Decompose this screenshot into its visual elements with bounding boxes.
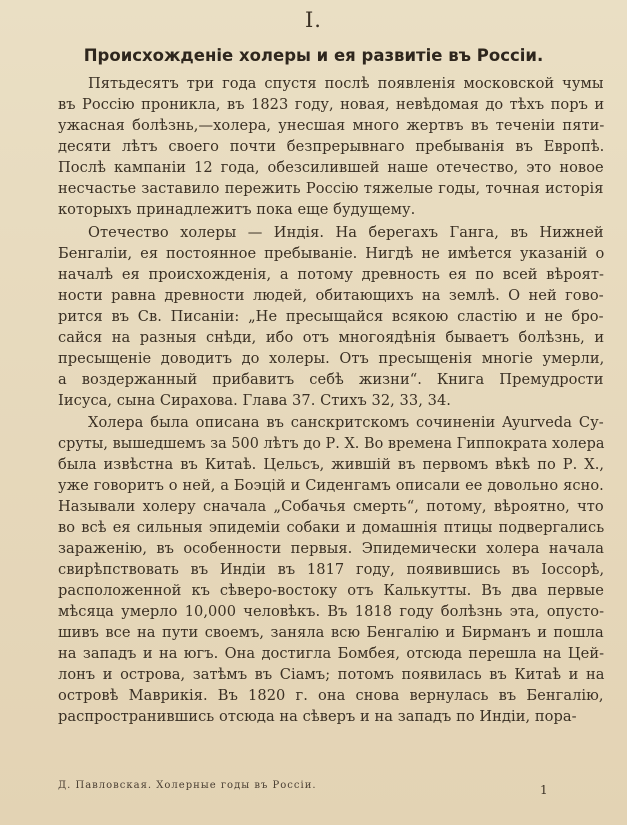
text-line: расположенной къ сѣверо-востоку отъ Калькутты. Въ два первые [58, 582, 604, 599]
text-line: ужасная болѣзнь,—холера, унесшая много жертвъ въ теченіи пяти- [58, 117, 605, 134]
text-line: зараженію, въ особенности первыя. Эпидемически холера начала [58, 540, 604, 557]
text-line: несчастье заставило пережить Россію тяжелые годы, точная исторія [58, 180, 604, 197]
text-line: мѣсяца умерло 10,000 человѣкъ. Въ 1818 году болѣзнь эта, опусто- [58, 603, 605, 620]
text-line: Іисуса, сына Сирахова. Глава 37. Стихъ 32, 33, 34. [58, 392, 451, 409]
text-line: уже говоритъ о ней, а Боэцій и Сиденгамъ описали ее довольно ясно. [58, 477, 604, 494]
text-line: началѣ ея происхожденія, а потому древность ея по всей вѣроят- [58, 266, 604, 283]
text-line: Называли холеру сначала „Собачья смерть“, потому, вѣроятно, что [58, 498, 604, 515]
text-line: которыхъ принадлежитъ пока еще будущему. [58, 201, 416, 218]
chapter-number: I. [305, 8, 322, 32]
chapter-title: Происхожденіе холеры и ея развитіе въ Россіи. [83, 46, 544, 65]
text-line: была извѣстна въ Китаѣ. Цельсъ, жившій въ первомъ вѣкѣ по Р. Х., [58, 456, 605, 473]
text-line: распространившись отсюда на сѣверъ и на западъ по Индіи, пора- [58, 708, 577, 725]
text-line: а воздержанный прибавитъ себѣ жизни“. Книга Премудрости [58, 371, 604, 388]
text-line: Бенгаліи, ея постоянное пребываніе. Нигдѣ не имѣется указаній о [58, 245, 605, 262]
text-line: Холера была описана въ санскритскомъ сочиненіи Ayurveda Су- [88, 414, 604, 431]
text-line: ности равна древности людей, обитающихъ на землѣ. О ней гово- [58, 287, 604, 304]
text-line: въ Россію проникла, въ 1823 году, новая, невѣдомая до тѣхъ поръ и [58, 96, 605, 113]
text-line: сруты, вышедшемъ за 500 лѣтъ до Р. Х. Во времена Гиппократа холера [58, 435, 605, 452]
text-line: десяти лѣтъ своего почти безпрерывнаго пребыванія въ Европѣ. [58, 138, 605, 155]
text-line: Послѣ кампаніи 12 года, обезсилившей наше отечество, это новое [58, 159, 604, 176]
text-line: во всѣ ея сильныя эпидеміи собаки и домашнія птицы подвергались [58, 519, 605, 536]
page-number: 1 [540, 783, 548, 797]
text-line: свирѣпствовать въ Индіи въ 1817 году, появившись въ Іоссорѣ, [58, 561, 605, 578]
text-line: Пятьдесятъ три года спустя послѣ появленія московской чумы [88, 75, 604, 92]
text-line: лонъ и острова, затѣмъ въ Сіамъ; потомъ появилась въ Китаѣ и на [58, 666, 605, 683]
text-line: пресыщеніе доводитъ до холеры. Отъ пресыщенія многіе умерли, [58, 350, 605, 367]
text-line: островѣ Маврикія. Въ 1820 г. она снова вернулась въ Бенгалію, [58, 687, 604, 704]
text-line: на западъ и на югъ. Она достигла Бомбея, отсюда перешла на Цей- [58, 645, 605, 662]
text-line: рится въ Св. Писаніи: „Не пресыщайся всякою сластію и не бро- [58, 308, 604, 325]
text-line: шивъ все на пути своемъ, заняла всю Бенгалію и Бирманъ и пошла [58, 624, 604, 641]
running-footer: Д. Павловская. Холерные годы въ Россіи. [58, 780, 317, 791]
text-line: сайся на разныя снѣди, ибо отъ многоядѣнія бываетъ болѣзнь, и [58, 329, 605, 346]
text-line: Отечество холеры — Индія. На берегахъ Ганга, въ Нижней [88, 224, 604, 241]
